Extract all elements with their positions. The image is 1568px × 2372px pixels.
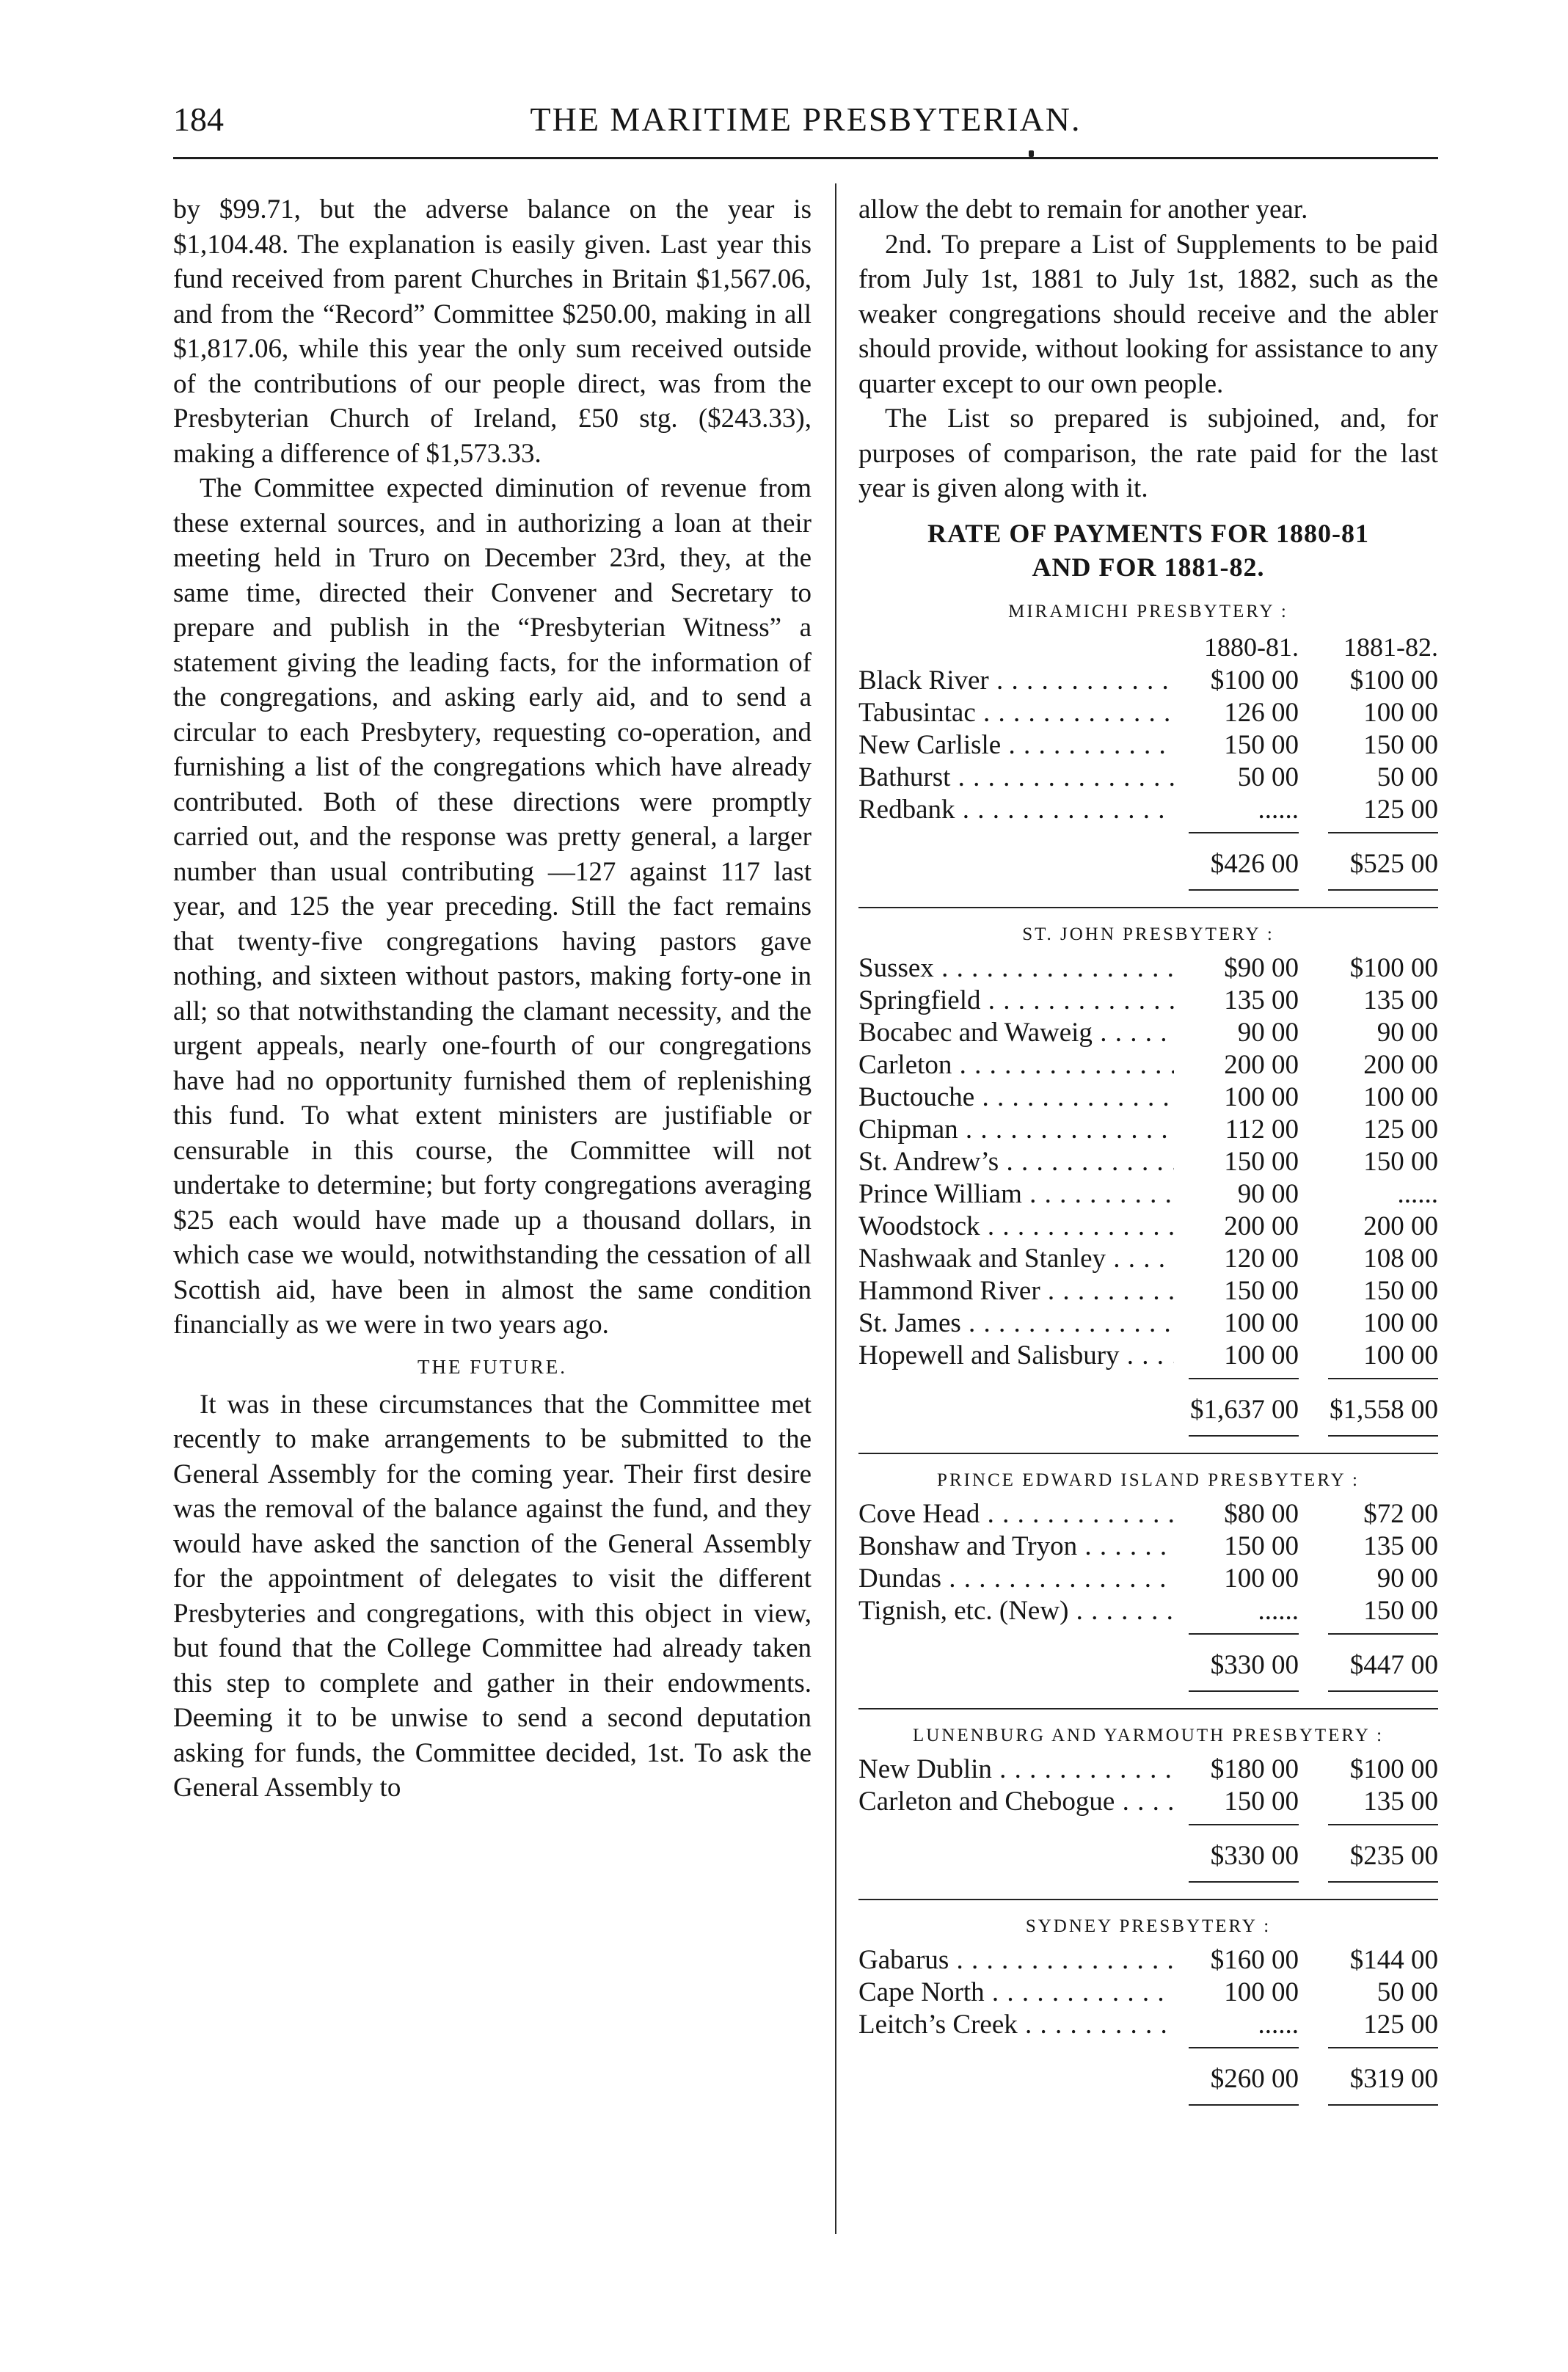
table-row (858, 1081, 1438, 1114)
payment-1880-81: $100 00 (1210, 665, 1299, 696)
payment-1880-81: 90 00 (1237, 1017, 1299, 1048)
payment-1881-82: 125 00 (1363, 2009, 1438, 2040)
payment-1880-81: 120 00 (1224, 1243, 1299, 1274)
table-row (858, 985, 1438, 1017)
section-rule (858, 1453, 1438, 1454)
congregation-name: Gabarus . . . (858, 1944, 1174, 1977)
congregation-name: Bathurst . . . (858, 762, 1174, 794)
payment-1881-82: 125 00 (1363, 1114, 1438, 1145)
total-1880-81: $330 00 (1210, 1840, 1299, 1871)
payment-1880-81: 150 00 (1224, 729, 1299, 760)
payment-1880-81: 126 00 (1224, 697, 1299, 728)
congregation-name: Prince William . . . (858, 1178, 1174, 1211)
paragraph: 2nd. To prepare a List of Supplements to be paid from July 1st, 1881 to July 1st, 1882, such as the weaker congregations should receive and the abler should provide, without looking for assistance to any quarter except to our own people. (858, 229, 1438, 399)
paragraph: It was in these circumstances that the Committee met recently to make arrangements to be submitted to the General Assembly for the coming year. Their first desire was the removal of the balance against the fund, and they would have asked the sanction of the General Assembly for the appointment of delegates to visit the different Presbyteries and congregations, with this object in view, but found that the College Committee had already taken this step to complete and gather in their endowments. Deeming it to be unwise to send a second deputation asking for funds, the Committee decided, 1st. To ask the General Assembly to (173, 1389, 812, 1803)
column-divider (835, 183, 836, 2234)
payment-1881-82: 135 00 (1363, 1786, 1438, 1817)
payment-1880-81: 50 00 (1237, 762, 1299, 792)
congregation-name: Springfield . . . (858, 985, 1174, 1017)
table-row (858, 1146, 1438, 1178)
payment-1880-81: $80 00 (1224, 1498, 1299, 1529)
total-row (858, 2060, 1438, 2098)
payment-1881-82: 100 00 (1363, 1340, 1438, 1371)
congregation-name: Chipman . . . (858, 1114, 1174, 1146)
payment-1880-81: $90 00 (1224, 952, 1299, 983)
congregation-name: Bonshaw and Tryon . . . (858, 1530, 1174, 1563)
table-row (858, 1498, 1438, 1530)
congregation-name: St. Andrew’s . . . (858, 1146, 1174, 1178)
total-1880-81: $330 00 (1210, 1649, 1299, 1680)
total-1880-81: $260 00 (1210, 2063, 1299, 2094)
paragraph: The Committee expected diminution of revenue from these external sources, and in authorizing a loan at their meeting held in Truro on December 23rd, they, at the same time, directed their Convener and Secretary to prepare and publish in the “Presbyterian Witness” a statement giving the leading facts, for the information of the congregations, and asking early aid, and to send a circular to each Presbytery, requesting co-operation, and furnishing a list of the congregations which have already contributed. Both of these directions were promptly carried out, and the response was pretty general, a larger number than usual contributing —127 against 117 last year, and 125 the year preceding. Still the fact remains that twenty-five congregations having pastors gave nothing, and sixteen without pastors, making forty-one in all; so that notwithstanding the clamant necessity, and the urgent appeals, nearly one-fourth of our congregations have had no opportunity furnished them of replenishing this fund. To what extent ministers are justifiable or censurable in this course, the Committee will not undertake to determine; but forty congregations averaging $25 each would have made up a thousand dollars, in which case we would, notwithstanding the cessation of all Scottish aid, have been in almost the same condition financially as we were in two years ago. (173, 473, 812, 1340)
sum-rule (858, 1372, 1438, 1385)
payment-1881-82: $100 00 (1349, 952, 1438, 983)
sum-rule (858, 2041, 1438, 2054)
presbytery-heading: PRINCE EDWARD ISLAND PRESBYTERY : (937, 1470, 1360, 1490)
total-row (858, 1837, 1438, 1875)
table-row (858, 729, 1438, 762)
paragraph: by $99.71, but the adverse balance on the year is $1,104.48. The explanation is easily given. Last year this fund received from parent Churches in Britain $1,567.06, and from the “Record” Committee $250.00, making in all $1,817.06, while this year the only sum received outside of the contributions of our people direct, was from the Presbyterian Church of Ireland, £50 stg. ($243.33), making a difference of $1,573.33. (173, 194, 812, 469)
payment-1880-81: 112 00 (1225, 1114, 1299, 1145)
table-title-line: RATE OF PAYMENTS FOR 1880-81 (927, 518, 1369, 548)
congregation-name: Sussex . . . (858, 952, 1174, 985)
congregation-name: Cove Head . . . (858, 1498, 1174, 1530)
page-number: 184 (173, 101, 224, 138)
paragraph: The List so prepared is subjoined, and, for purposes of comparison, the rate paid for the last year is given along with it. (858, 404, 1438, 503)
payment-1880-81: ...... (1258, 2009, 1299, 2040)
payment-1881-82: 150 00 (1363, 1595, 1438, 1626)
payment-1880-81: 100 00 (1224, 1081, 1299, 1112)
section-rule (858, 1708, 1438, 1709)
presbytery-block (858, 1467, 1438, 1709)
sum-rule (858, 826, 1438, 839)
congregation-name: Tignish, etc. (New) . . . (858, 1595, 1174, 1627)
payment-1880-81: 150 00 (1224, 1146, 1299, 1177)
payment-1881-82: $100 00 (1349, 1754, 1438, 1784)
total-rule (858, 2098, 1438, 2112)
header-rule (173, 157, 1438, 159)
payment-1881-82: $100 00 (1349, 665, 1438, 696)
total-1881-82: $1,558 00 (1330, 1394, 1438, 1425)
payment-1881-82: 135 00 (1363, 985, 1438, 1015)
table-row (858, 1114, 1438, 1146)
payment-1881-82: 135 00 (1363, 1530, 1438, 1561)
presbytery-heading: LUNENBURG AND YARMOUTH PRESBYTERY : (912, 1725, 1385, 1745)
table-row (858, 1243, 1438, 1275)
total-row (858, 1391, 1438, 1429)
congregation-name: New Carlisle . . . (858, 729, 1174, 762)
table-row (858, 697, 1438, 729)
total-rule (858, 883, 1438, 897)
running-title: THE MARITIME PRESBYTERIAN. (530, 101, 1082, 138)
congregation-name: Buctouche . . . (858, 1081, 1174, 1114)
total-rule (858, 1875, 1438, 1889)
payment-1880-81: 150 00 (1224, 1786, 1299, 1817)
section-heading: THE FUTURE. (417, 1355, 567, 1378)
congregation-name: Redbank . . . (858, 794, 1174, 826)
payment-1881-82: 50 00 (1376, 762, 1438, 792)
payment-1880-81: 90 00 (1237, 1178, 1299, 1209)
right-column (858, 192, 1438, 2112)
total-row (858, 1646, 1438, 1685)
total-1881-82: $235 00 (1349, 1840, 1438, 1871)
table-title-line: AND FOR 1881-82. (1032, 552, 1265, 582)
congregation-name: Cape North . . . (858, 1977, 1174, 2009)
payment-1881-82: 125 00 (1363, 794, 1438, 825)
payment-1881-82: 100 00 (1363, 1307, 1438, 1338)
table-row (858, 1786, 1438, 1818)
payment-1881-82: 50 00 (1376, 1977, 1438, 2007)
paragraph: allow the debt to remain for another year. (858, 194, 1308, 225)
table-row (858, 794, 1438, 826)
payment-1881-82: 150 00 (1363, 1146, 1438, 1177)
congregation-name: Nashwaak and Stanley . . . (858, 1243, 1174, 1275)
table-row (858, 1595, 1438, 1627)
payment-1881-82: 100 00 (1363, 697, 1438, 728)
payment-1881-82: 100 00 (1363, 1081, 1438, 1112)
presbytery-heading: SYDNEY PRESBYTERY : (1025, 1916, 1272, 1936)
payment-1881-82: 90 00 (1376, 1017, 1438, 1048)
payment-1881-82: 150 00 (1363, 729, 1438, 760)
payment-1881-82: 108 00 (1363, 1243, 1438, 1274)
payment-1880-81: 150 00 (1224, 1275, 1299, 1306)
year-header-row (858, 630, 1438, 665)
section-rule (858, 907, 1438, 908)
presbytery-block (858, 1723, 1438, 1900)
table-row (858, 1275, 1438, 1307)
congregation-name: Leitch’s Creek . . . (858, 2009, 1174, 2041)
payment-1880-81: 100 00 (1224, 1340, 1299, 1371)
sum-rule (858, 1818, 1438, 1831)
left-column (173, 192, 812, 1806)
table-row (858, 1944, 1438, 1977)
payment-1880-81: $180 00 (1210, 1754, 1299, 1784)
table-row (858, 665, 1438, 697)
table-row (858, 1530, 1438, 1563)
presbytery-block (858, 599, 1438, 908)
total-rule (858, 1429, 1438, 1442)
payment-1881-82: 90 00 (1376, 1563, 1438, 1594)
payment-1880-81: 100 00 (1224, 1977, 1299, 2007)
table-row (858, 1178, 1438, 1211)
sum-rule (858, 1627, 1438, 1641)
total-1880-81: $426 00 (1210, 848, 1299, 879)
table-row (858, 2009, 1438, 2041)
table-row (858, 1340, 1438, 1372)
congregation-name: Black River . . . (858, 665, 1174, 697)
table-row (858, 1017, 1438, 1049)
payment-1880-81: 100 00 (1224, 1307, 1299, 1338)
congregation-name: Woodstock . . . (858, 1211, 1174, 1243)
presbytery-heading: ST. JOHN PRESBYTERY : (1022, 924, 1275, 944)
year-header: 1881-82. (1343, 632, 1438, 662)
payment-1880-81: $160 00 (1210, 1944, 1299, 1975)
payment-1880-81: 135 00 (1224, 985, 1299, 1015)
header-rule-ornament (1029, 150, 1034, 157)
congregation-name: Carleton and Chebogue . . . (858, 1786, 1174, 1818)
table-row (858, 1049, 1438, 1081)
table-title (858, 517, 1438, 584)
payment-1881-82: 200 00 (1363, 1049, 1438, 1080)
payment-1881-82: $144 00 (1349, 1944, 1438, 1975)
presbytery-block (858, 1913, 1438, 2112)
congregation-name: Carleton . . . (858, 1049, 1174, 1081)
congregation-name: St. James . . . (858, 1307, 1174, 1340)
payment-1880-81: 200 00 (1224, 1211, 1299, 1241)
congregation-name: Dundas . . . (858, 1563, 1174, 1595)
page-header (173, 100, 1438, 151)
total-1880-81: $1,637 00 (1190, 1394, 1299, 1425)
payment-1880-81: 200 00 (1224, 1049, 1299, 1080)
payment-1881-82: ...... (1397, 1178, 1438, 1209)
congregation-name: Hopewell and Salisbury . . . (858, 1340, 1174, 1372)
payment-1881-82: 200 00 (1363, 1211, 1438, 1241)
table-row (858, 1563, 1438, 1595)
section-rule (858, 1899, 1438, 1900)
table-row (858, 1754, 1438, 1786)
total-1881-82: $447 00 (1349, 1649, 1438, 1680)
payment-1881-82: $72 00 (1363, 1498, 1438, 1529)
table-row (858, 1211, 1438, 1243)
payment-1881-82: 150 00 (1363, 1275, 1438, 1306)
payment-1880-81: ...... (1258, 1595, 1299, 1626)
congregation-name: Tabusintac . . . (858, 697, 1174, 729)
payment-1880-81: ...... (1258, 794, 1299, 825)
total-rule (858, 1685, 1438, 1698)
table-row (858, 1977, 1438, 2009)
total-row (858, 845, 1438, 883)
table-row (858, 1307, 1438, 1340)
total-1881-82: $525 00 (1349, 848, 1438, 879)
total-1881-82: $319 00 (1349, 2063, 1438, 2094)
presbytery-heading: MIRAMICHI PRESBYTERY : (1008, 601, 1288, 621)
payment-1880-81: 100 00 (1224, 1563, 1299, 1594)
congregation-name: New Dublin . . . (858, 1754, 1174, 1786)
table-row (858, 952, 1438, 985)
payment-1880-81: 150 00 (1224, 1530, 1299, 1561)
year-header: 1880-81. (1204, 632, 1299, 662)
payments-table (858, 599, 1438, 2112)
congregation-name: Bocabec and Waweig . . . (858, 1017, 1174, 1049)
presbytery-block (858, 922, 1438, 1454)
table-row (858, 762, 1438, 794)
congregation-name: Hammond River . . . (858, 1275, 1174, 1307)
